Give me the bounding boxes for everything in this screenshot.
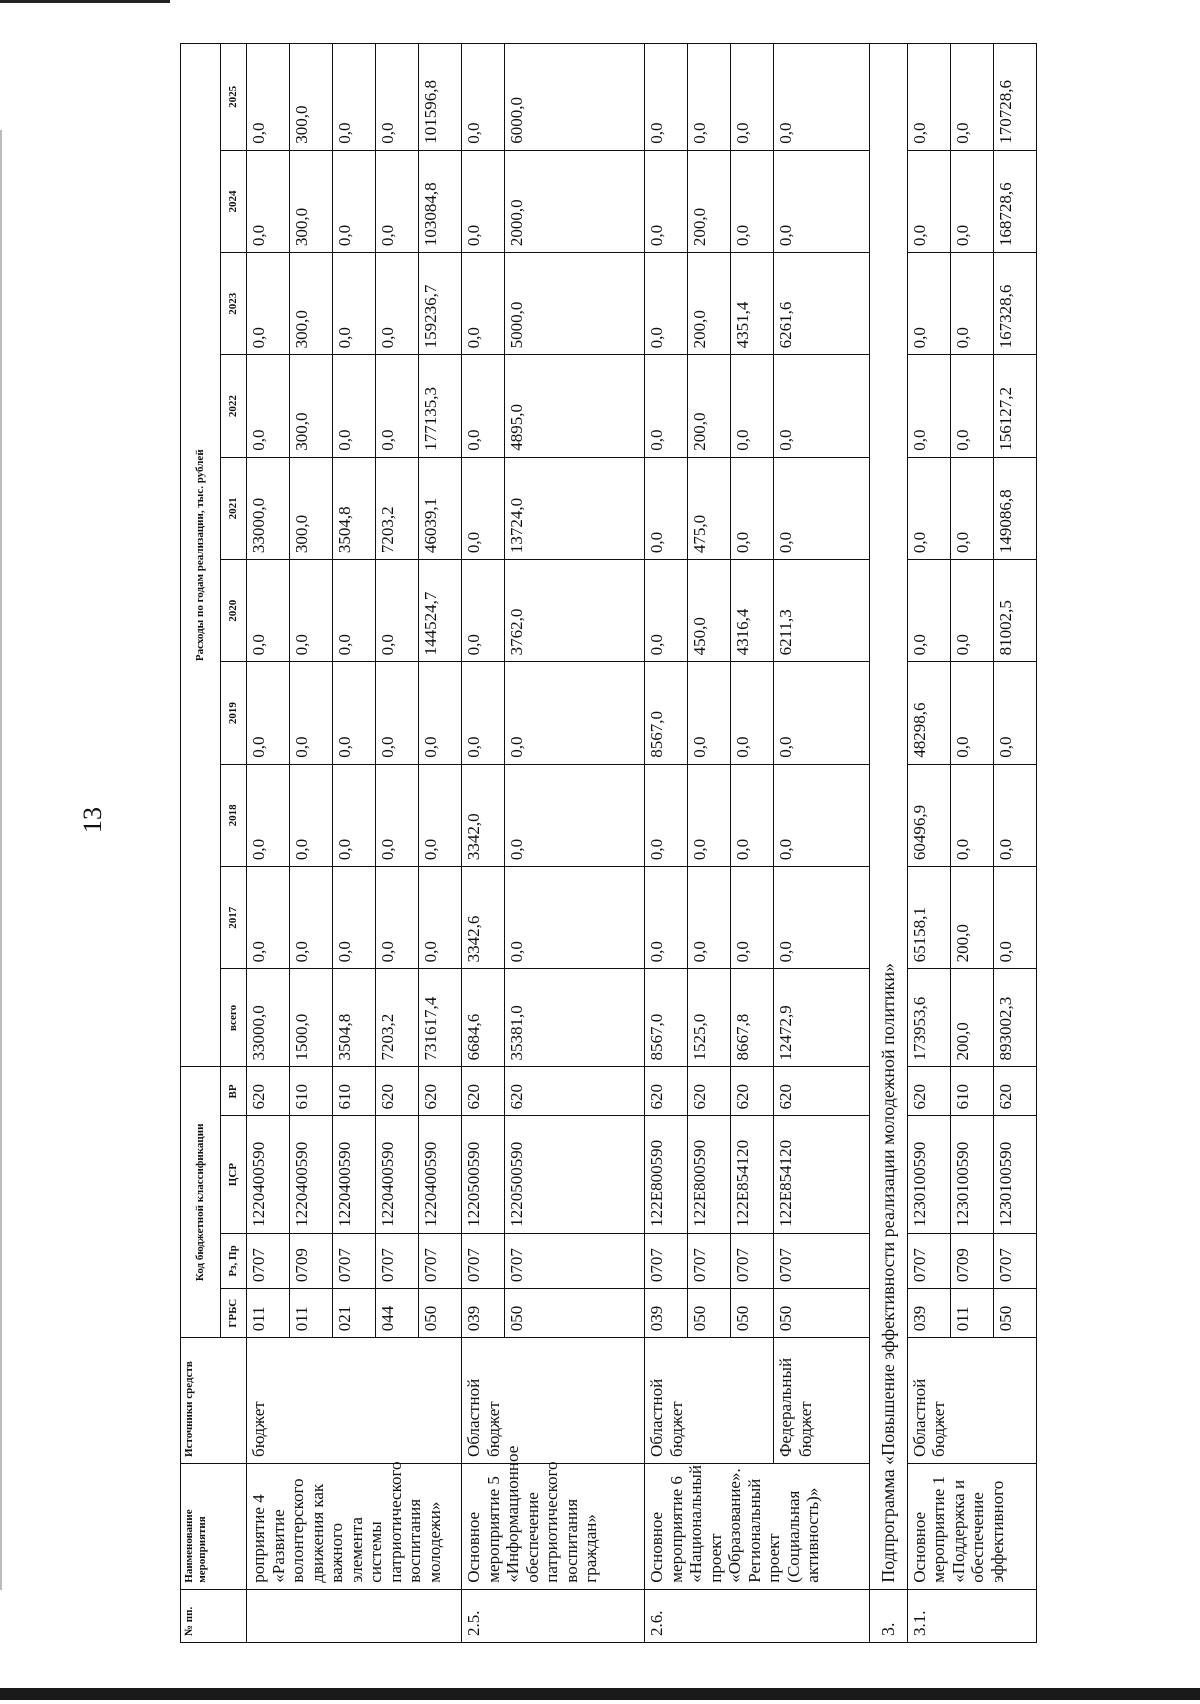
- activity-name: Основное мероприятие 6 «Национальный проект «Образование». Региональный проект (Социальная активность)»: [645, 1463, 870, 1589]
- cell-year: 0,0: [333, 150, 376, 252]
- cell-total: 12472,9: [774, 969, 870, 1067]
- cell-year: 200,0: [950, 867, 993, 969]
- header-expenses: Расходы по годам реализации, тыс. рублей: [181, 44, 221, 1067]
- cell-year: 3504,8: [333, 457, 376, 559]
- header-grbs: ГРБС: [221, 1289, 247, 1338]
- cell-year: 0,0: [907, 44, 950, 151]
- cell-year: 177135,3: [419, 355, 462, 457]
- cell-year: 0,0: [731, 764, 774, 866]
- cell-rzpr: 0707: [419, 1233, 462, 1288]
- activity-name: роприятие 4 «Развитие волонтерского движения как важного элемента системы патриотического воспитания молодежи»: [247, 1463, 462, 1589]
- scan-edge-left: [0, 130, 2, 1590]
- cell-year: 300,0: [290, 44, 333, 151]
- cell-rzpr: 0707: [505, 1233, 645, 1288]
- cell-grbs: 039: [645, 1289, 688, 1338]
- header-year: 2019: [221, 662, 247, 764]
- cell-grbs: 044: [376, 1289, 419, 1338]
- cell-total: 1525,0: [688, 969, 731, 1067]
- cell-year: 0,0: [688, 44, 731, 151]
- header-year: 2021: [221, 457, 247, 559]
- cell-rzpr: 0707: [731, 1233, 774, 1288]
- cell-csr: 1220500590: [505, 1116, 645, 1233]
- funding-source: бюджет: [247, 1338, 462, 1464]
- cell-year: 200,0: [688, 150, 731, 252]
- header-csr: ЦСР: [221, 1116, 247, 1233]
- cell-year: 0,0: [645, 355, 688, 457]
- cell-year: 0,0: [950, 457, 993, 559]
- cell-rzpr: 0707: [774, 1233, 870, 1288]
- cell-year: 0,0: [462, 355, 505, 457]
- cell-year: 0,0: [247, 253, 290, 355]
- cell-total: 200,0: [950, 969, 993, 1067]
- rotated-table-container: [180, 43, 1100, 1643]
- header-source: Источники средств: [181, 1338, 247, 1464]
- row-number: 3.: [870, 1589, 908, 1642]
- cell-year: 149086,8: [993, 457, 1036, 559]
- scan-edge-bottom: [0, 1688, 1200, 1700]
- cell-year: 4316,4: [731, 560, 774, 662]
- cell-year: 0,0: [645, 457, 688, 559]
- cell-year: 156127,2: [993, 355, 1036, 457]
- header-no: № пп.: [181, 1589, 247, 1642]
- cell-vr: 620: [645, 1067, 688, 1116]
- cell-csr: 1220400590: [333, 1116, 376, 1233]
- cell-year: 0,0: [247, 44, 290, 151]
- cell-year: 0,0: [462, 150, 505, 252]
- cell-year: 0,0: [247, 764, 290, 866]
- cell-vr: 620: [505, 1067, 645, 1116]
- cell-rzpr: 0709: [950, 1233, 993, 1288]
- cell-year: 0,0: [774, 44, 870, 151]
- cell-year: 167328,6: [993, 253, 1036, 355]
- cell-total: 33000,0: [247, 969, 290, 1067]
- cell-year: 0,0: [333, 253, 376, 355]
- cell-year: 0,0: [376, 560, 419, 662]
- cell-year: 0,0: [376, 355, 419, 457]
- cell-year: 0,0: [731, 457, 774, 559]
- cell-year: 0,0: [774, 355, 870, 457]
- cell-year: 0,0: [993, 867, 1036, 969]
- cell-year: 0,0: [462, 662, 505, 764]
- cell-year: 0,0: [731, 662, 774, 764]
- cell-year: 0,0: [462, 44, 505, 151]
- cell-year: 4351,4: [731, 253, 774, 355]
- cell-csr: 1220400590: [419, 1116, 462, 1233]
- cell-grbs: 021: [333, 1289, 376, 1338]
- page-number: 13: [78, 807, 107, 833]
- cell-vr: 620: [907, 1067, 950, 1116]
- header-total: всего: [221, 969, 247, 1067]
- cell-year: 0,0: [505, 662, 645, 764]
- cell-year: 5000,0: [505, 253, 645, 355]
- cell-rzpr: 0709: [290, 1233, 333, 1288]
- cell-vr: 620: [731, 1067, 774, 1116]
- cell-csr: 1220400590: [247, 1116, 290, 1233]
- table-row: [645, 44, 688, 1643]
- cell-vr: 620: [688, 1067, 731, 1116]
- cell-year: 0,0: [645, 150, 688, 252]
- funding-source: Федеральный бюджет: [774, 1338, 870, 1464]
- cell-grbs: 050: [688, 1289, 731, 1338]
- cell-vr: 610: [950, 1067, 993, 1116]
- cell-year: 0,0: [774, 764, 870, 866]
- cell-year: 170728,6: [993, 44, 1036, 151]
- cell-year: 0,0: [419, 867, 462, 969]
- cell-csr: 122E800590: [688, 1116, 731, 1233]
- cell-year: 65158,1: [907, 867, 950, 969]
- cell-year: 0,0: [731, 44, 774, 151]
- cell-year: 0,0: [950, 44, 993, 151]
- cell-rzpr: 0707: [645, 1233, 688, 1288]
- cell-year: 0,0: [376, 867, 419, 969]
- cell-year: 8567,0: [645, 662, 688, 764]
- activity-name: Основное мероприятие 5 «Информационное обеспечение патриотического воспитания граждан»: [462, 1463, 645, 1589]
- cell-year: 0,0: [247, 560, 290, 662]
- cell-grbs: 050: [419, 1289, 462, 1338]
- cell-year: 0,0: [907, 150, 950, 252]
- cell-year: 0,0: [462, 253, 505, 355]
- cell-vr: 620: [419, 1067, 462, 1116]
- cell-year: 0,0: [462, 560, 505, 662]
- cell-rzpr: 0707: [376, 1233, 419, 1288]
- cell-year: 0,0: [645, 253, 688, 355]
- cell-year: 0,0: [950, 662, 993, 764]
- row-number: [247, 1589, 462, 1642]
- cell-year: 0,0: [333, 355, 376, 457]
- cell-total: 8667,8: [731, 969, 774, 1067]
- cell-year: 0,0: [247, 867, 290, 969]
- cell-year: 0,0: [731, 150, 774, 252]
- cell-year: 81002,5: [993, 560, 1036, 662]
- header-year: 2017: [221, 867, 247, 969]
- cell-year: 0,0: [376, 253, 419, 355]
- cell-year: 0,0: [505, 867, 645, 969]
- cell-year: 0,0: [907, 253, 950, 355]
- cell-year: 0,0: [774, 662, 870, 764]
- cell-csr: 1230100590: [950, 1116, 993, 1233]
- cell-total: 893002,3: [993, 969, 1036, 1067]
- cell-year: 0,0: [774, 867, 870, 969]
- cell-year: 0,0: [645, 867, 688, 969]
- cell-year: 0,0: [376, 44, 419, 151]
- cell-grbs: 039: [907, 1289, 950, 1338]
- cell-year: 3762,0: [505, 560, 645, 662]
- cell-year: 0,0: [950, 150, 993, 252]
- cell-year: 0,0: [645, 764, 688, 866]
- cell-csr: 122E854120: [731, 1116, 774, 1233]
- cell-year: 2000,0: [505, 150, 645, 252]
- cell-year: 0,0: [376, 764, 419, 866]
- cell-year: 0,0: [774, 457, 870, 559]
- cell-total: 3504,8: [333, 969, 376, 1067]
- cell-year: 0,0: [290, 662, 333, 764]
- cell-year: 6000,0: [505, 44, 645, 151]
- cell-year: 0,0: [462, 457, 505, 559]
- cell-csr: 122E800590: [645, 1116, 688, 1233]
- header-year: 2020: [221, 560, 247, 662]
- cell-vr: 620: [774, 1067, 870, 1116]
- cell-vr: 610: [333, 1067, 376, 1116]
- subprogram-title: Подпрограмма «Повышение эффективности реализации молодежной политики»: [870, 44, 908, 1590]
- budget-table: [180, 43, 1037, 1643]
- cell-year: 0,0: [247, 662, 290, 764]
- cell-year: 0,0: [645, 44, 688, 151]
- header-kbk: Код бюджетной классификации: [181, 1067, 221, 1338]
- cell-year: 48298,6: [907, 662, 950, 764]
- cell-year: 168728,6: [993, 150, 1036, 252]
- cell-year: 101596,8: [419, 44, 462, 151]
- cell-year: 0,0: [774, 150, 870, 252]
- cell-year: 475,0: [688, 457, 731, 559]
- cell-csr: 1220500590: [462, 1116, 505, 1233]
- cell-year: 0,0: [376, 662, 419, 764]
- funding-source: Областной бюджет: [907, 1338, 1036, 1464]
- header-vr: ВР: [221, 1067, 247, 1116]
- cell-year: 0,0: [907, 457, 950, 559]
- cell-year: 0,0: [907, 355, 950, 457]
- cell-year: 0,0: [333, 764, 376, 866]
- cell-year: 46039,1: [419, 457, 462, 559]
- cell-year: 0,0: [247, 150, 290, 252]
- header-year: 2023: [221, 253, 247, 355]
- cell-year: 0,0: [505, 764, 645, 866]
- cell-year: 0,0: [419, 662, 462, 764]
- cell-grbs: 039: [462, 1289, 505, 1338]
- cell-year: 159236,7: [419, 253, 462, 355]
- cell-grbs: 050: [731, 1289, 774, 1338]
- cell-csr: 1230100590: [993, 1116, 1036, 1233]
- cell-rzpr: 0707: [688, 1233, 731, 1288]
- cell-year: 60496,9: [907, 764, 950, 866]
- cell-year: 0,0: [333, 560, 376, 662]
- table-row: [247, 44, 290, 1643]
- cell-year: 0,0: [731, 355, 774, 457]
- cell-year: 0,0: [419, 764, 462, 866]
- header-year: 2018: [221, 764, 247, 866]
- cell-year: 0,0: [290, 764, 333, 866]
- subprogram-row: [870, 44, 908, 1643]
- table-row: [462, 44, 505, 1643]
- cell-year: 3342,6: [462, 867, 505, 969]
- cell-vr: 620: [247, 1067, 290, 1116]
- row-number: 2.5.: [462, 1589, 645, 1642]
- cell-year: 200,0: [688, 253, 731, 355]
- cell-total: 1500,0: [290, 969, 333, 1067]
- cell-year: 0,0: [645, 560, 688, 662]
- cell-year: 0,0: [950, 560, 993, 662]
- scan-edge-top: [0, 0, 170, 3]
- cell-csr: 122E854120: [774, 1116, 870, 1233]
- cell-year: 0,0: [907, 560, 950, 662]
- cell-year: 200,0: [688, 355, 731, 457]
- cell-rzpr: 0707: [247, 1233, 290, 1288]
- table-row: [774, 44, 870, 1643]
- header-year: 2022: [221, 355, 247, 457]
- row-number: 3.1.: [907, 1589, 1036, 1642]
- cell-year: 0,0: [950, 355, 993, 457]
- cell-year: 300,0: [290, 253, 333, 355]
- cell-vr: 620: [462, 1067, 505, 1116]
- cell-year: 0,0: [333, 662, 376, 764]
- cell-year: 0,0: [731, 867, 774, 969]
- cell-year: 3342,0: [462, 764, 505, 866]
- header-rzpr: Рз, Пр: [221, 1233, 247, 1288]
- cell-year: 13724,0: [505, 457, 645, 559]
- cell-year: 300,0: [290, 457, 333, 559]
- cell-vr: 610: [290, 1067, 333, 1116]
- cell-year: 0,0: [333, 44, 376, 151]
- table-row: [907, 44, 950, 1643]
- cell-csr: 1220400590: [376, 1116, 419, 1233]
- cell-year: 0,0: [290, 867, 333, 969]
- cell-vr: 620: [376, 1067, 419, 1116]
- cell-year: 0,0: [688, 867, 731, 969]
- funding-source: Областной бюджет: [462, 1338, 645, 1464]
- cell-year: 0,0: [290, 560, 333, 662]
- cell-year: 7203,2: [376, 457, 419, 559]
- header-name: Наименование мероприятия: [181, 1463, 247, 1589]
- cell-year: 4895,0: [505, 355, 645, 457]
- cell-grbs: 050: [505, 1289, 645, 1338]
- cell-grbs: 011: [950, 1289, 993, 1338]
- cell-total: 731617,4: [419, 969, 462, 1067]
- header-year: 2025: [221, 44, 247, 151]
- activity-name: Основное мероприятие 1 «Поддержка и обеспечение эффективного: [907, 1463, 1036, 1589]
- cell-year: 0,0: [688, 764, 731, 866]
- cell-rzpr: 0707: [462, 1233, 505, 1288]
- cell-total: 35381,0: [505, 969, 645, 1067]
- funding-source: Областной бюджет: [645, 1338, 774, 1464]
- cell-year: 0,0: [993, 662, 1036, 764]
- cell-total: 8567,0: [645, 969, 688, 1067]
- cell-grbs: 050: [774, 1289, 870, 1338]
- cell-rzpr: 0707: [907, 1233, 950, 1288]
- cell-year: 300,0: [290, 150, 333, 252]
- cell-year: 0,0: [993, 764, 1036, 866]
- cell-year: 0,0: [950, 253, 993, 355]
- cell-grbs: 050: [993, 1289, 1036, 1338]
- cell-vr: 620: [993, 1067, 1036, 1116]
- cell-year: 0,0: [950, 764, 993, 866]
- cell-year: 450,0: [688, 560, 731, 662]
- cell-year: 144524,7: [419, 560, 462, 662]
- cell-year: 6211,3: [774, 560, 870, 662]
- cell-rzpr: 0707: [993, 1233, 1036, 1288]
- cell-total: 6684,6: [462, 969, 505, 1067]
- cell-total: 7203,2: [376, 969, 419, 1067]
- cell-year: 0,0: [376, 150, 419, 252]
- row-number: 2.6.: [645, 1589, 870, 1642]
- cell-total: 173953,6: [907, 969, 950, 1067]
- cell-csr: 1230100590: [907, 1116, 950, 1233]
- cell-year: 0,0: [688, 662, 731, 764]
- header-year: 2024: [221, 150, 247, 252]
- cell-grbs: 011: [247, 1289, 290, 1338]
- cell-year: 103084,8: [419, 150, 462, 252]
- cell-year: 300,0: [290, 355, 333, 457]
- cell-year: 6261,6: [774, 253, 870, 355]
- cell-year: 0,0: [247, 355, 290, 457]
- cell-grbs: 011: [290, 1289, 333, 1338]
- cell-csr: 1220400590: [290, 1116, 333, 1233]
- cell-year: 33000,0: [247, 457, 290, 559]
- cell-year: 0,0: [333, 867, 376, 969]
- cell-rzpr: 0707: [333, 1233, 376, 1288]
